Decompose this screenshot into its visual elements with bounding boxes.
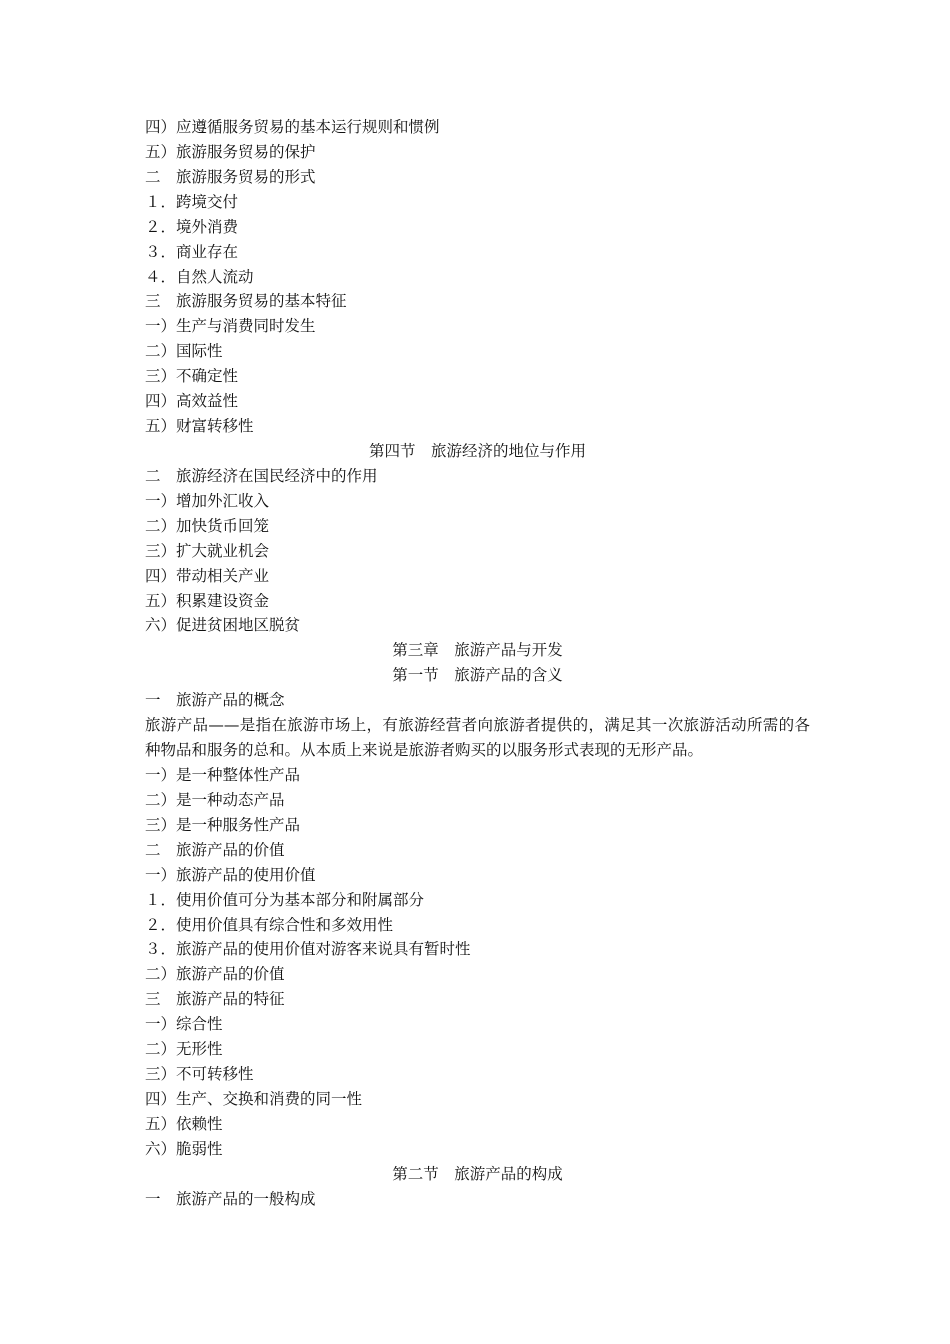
section-heading: 二 旅游经济在国民经济中的作用 [145,466,378,485]
text-line: ２．使用价值具有综合性和多效用性 [145,915,394,934]
text-line: 二）旅游产品的价值 [145,965,285,984]
text-line: 一）综合性 [145,1015,223,1034]
text-line: ４．自然人流动 [145,267,254,286]
text-line: ２．境外消费 [145,217,239,236]
section-heading: 二 旅游服务贸易的形式 [145,167,316,186]
text-line: 五）依赖性 [145,1114,223,1133]
section-heading: 二 旅游产品的价值 [145,840,285,859]
text-line: 二）加快货币回笼 [145,516,270,535]
document-body [145,115,810,1212]
text-line: ３．旅游产品的使用价值对游客来说具有暂时性 [145,940,471,959]
text-line: 三）不可转移性 [145,1065,254,1084]
text-line: ３．商业存在 [145,242,239,261]
text-line: 四）高效益性 [145,392,239,411]
text-line: 五）财富转移性 [145,417,254,436]
text-line: １．使用价值可分为基本部分和附属部分 [145,890,425,909]
section-title: 第二节 旅游产品的构成 [392,1164,563,1183]
definition-paragraph: 旅游产品——是指在旅游市场上，有旅游经营者向旅游者提供的，满足其一次旅游活动所需的各种物品和服务的总和。从本质上来说是旅游者购买的以服务形式表现的无形产品。 [145,716,810,760]
section-heading: 三 旅游服务贸易的基本特征 [145,292,347,311]
text-line: １．跨境交付 [145,192,239,211]
text-line: 三）扩大就业机会 [145,541,270,560]
section-heading: 一 旅游产品的一般构成 [145,1189,316,1208]
text-line: 五）旅游服务贸易的保护 [145,142,316,161]
text-line: 二）是一种动态产品 [145,790,285,809]
text-line: 一）增加外汇收入 [145,491,270,510]
text-line: 四）生产、交换和消费的同一性 [145,1089,363,1108]
chapter-title: 第三章 旅游产品与开发 [392,641,563,660]
text-line: 六）脆弱性 [145,1139,223,1158]
section-heading: 一 旅游产品的概念 [145,691,285,710]
text-line: 六）促进贫困地区脱贫 [145,616,301,635]
text-line: 二）国际性 [145,342,223,361]
section-title: 第一节 旅游产品的含义 [392,666,563,685]
text-line: 一）生产与消费同时发生 [145,317,316,336]
text-line: 一）是一种整体性产品 [145,766,301,784]
text-line: 四）带动相关产业 [145,566,270,585]
section-title: 第四节 旅游经济的地位与作用 [368,441,586,460]
text-line: 三）不确定性 [145,367,239,386]
text-line: 一）旅游产品的使用价值 [145,865,316,884]
text-line: 五）积累建设资金 [145,591,270,610]
text-line: 三）是一种服务性产品 [145,815,301,834]
text-line: 二）无形性 [145,1040,223,1059]
text-line: 四）应遵循服务贸易的基本运行规则和惯例 [145,118,440,136]
section-heading: 三 旅游产品的特征 [145,990,285,1009]
